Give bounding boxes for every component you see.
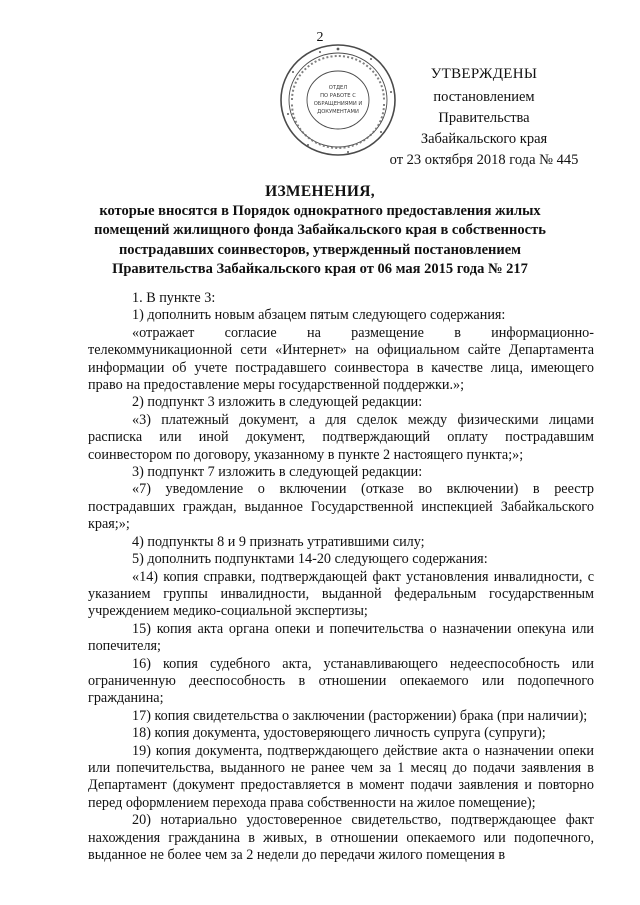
- approval-line-2: Забайкальского края: [420, 131, 548, 147]
- approval-line-1: постановлением Правительства: [433, 89, 535, 126]
- official-seal-stamp: [278, 42, 398, 158]
- document-title: [88, 182, 552, 280]
- stamp-line-1: ОТДЕЛ: [328, 85, 348, 91]
- stamp-line-2: ПО РАБОТЕ С: [320, 93, 356, 99]
- paragraph: «7) уведомление о включении (отказе во включении) в реестр пострадавших граждан, выданное Государственной инспекцией Забайкальского края;»;: [88, 481, 594, 533]
- paragraph: 5) дополнить подпунктами 14-20 следующего содержания:: [132, 551, 488, 568]
- paragraph: 19) копия документа, подтверждающего действие акта о назначении опеки или попечительства, выданного не ранее чем за 1 месяц до подачи заявления в Департамент (документ предоставляется в момент подачи заявления и повторно перед оформлением перехода права собственности на жилое помещение);: [88, 742, 594, 811]
- paragraph: 20) нотариально удостоверенное свидетельство, подтверждающее факт нахождения гражданина в живых, в отношении опекаемого или подопечного, выданное не более чем за 2 недели до передачи жилого помещения в: [88, 812, 594, 863]
- approval-line-3: от 23 октября 2018 года № 445: [389, 152, 579, 168]
- paragraph: 17) копия свидетельства о заключении (расторжении) брака (при наличии);: [132, 707, 588, 724]
- paragraph: 18) копия документа, удостоверяющего личность супруга (супруги);: [132, 725, 546, 742]
- paragraph: 1) дополнить новым абзацем пятым следующего содержания:: [132, 307, 506, 324]
- paragraph: 2) подпункт 3 изложить в следующей редакции:: [132, 394, 423, 411]
- paragraph: 4) подпункты 8 и 9 признать утратившими силу;: [132, 533, 425, 550]
- page-number: 2: [316, 30, 324, 45]
- document-body: [88, 290, 594, 864]
- paragraph: «14) копия справки, подтверждающей факт установления инвалидности, с указанием группы инвалидности, выданной федеральным государственным учреждением медико-социальной экспертизы;: [88, 568, 594, 620]
- stamp-line-4: ДОКУМЕНТАМИ: [317, 109, 359, 115]
- approval-heading: УТВЕРЖДЕНЫ: [430, 66, 538, 82]
- paragraph: 1. В пункте 3:: [132, 290, 216, 306]
- paragraph: «отражает согласие на размещение в информационно-телекоммуникационной сети «Интернет» на официальном сайте Департамента информации об учете пострадавшего соинвестора в качестве лица, имеющего право на предоставление меры государственной поддержки.»;: [88, 324, 594, 394]
- title-heading: ИЗМЕНЕНИЯ,: [265, 183, 375, 200]
- title-subtitle: которые вносятся в Порядок однократного предоставления жилых помещений жилищного фонда Забайкальского края в собственность пострадавших соинвесторов, утвержденный постановлением Правительства Забайкальского края от 06 мая 2015 года № 217: [94, 202, 546, 277]
- paragraph: 16) копия судебного акта, устанавливающего недееспособность или ограниченную дееспособность в отношении опекаемого или подопечного гражданина;: [88, 655, 594, 707]
- paragraph: 15) копия акта органа опеки и попечительства о назначении опекуна или попечителя;: [88, 620, 594, 655]
- approval-block: [386, 64, 582, 171]
- paragraph: 3) подпункт 7 изложить в следующей редакции:: [132, 464, 423, 481]
- paragraph: «3) платежный документ, а для сделок между физическими лицами расписка или иной документ, подтверждающий оплату пострадавшим соинвестором по договору, указанному в пункте 2 настоящего пункта;»;: [88, 411, 594, 463]
- stamp-line-3: ОБРАЩЕНИЯМИ И: [313, 101, 363, 107]
